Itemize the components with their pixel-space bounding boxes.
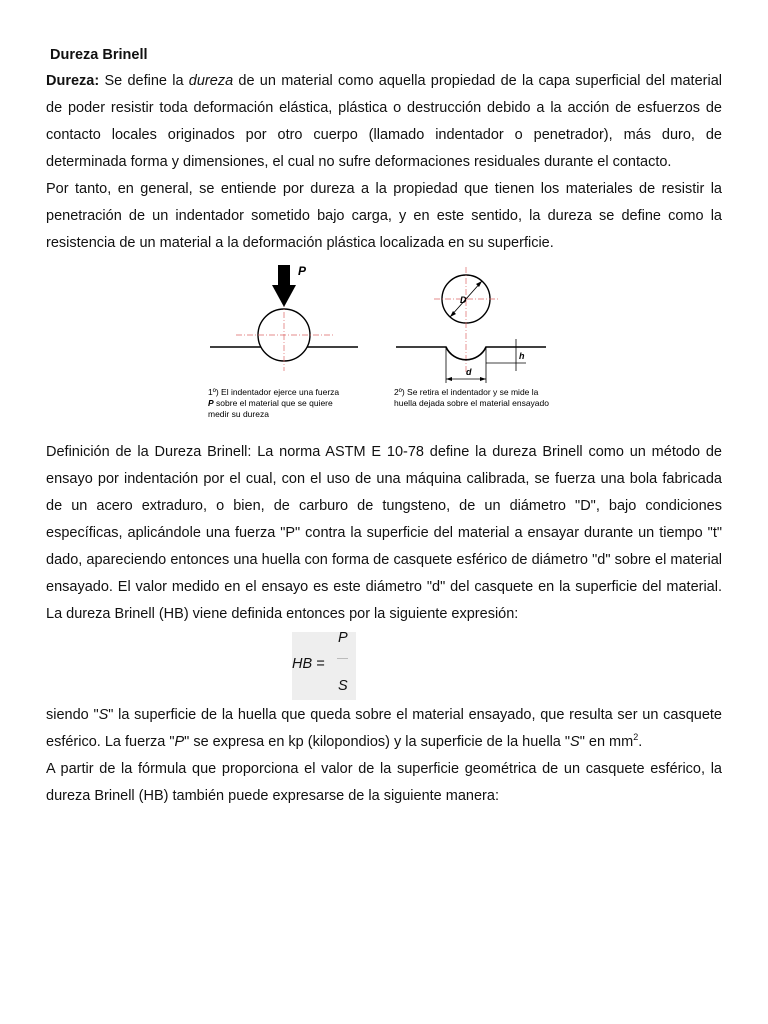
label-D: D bbox=[460, 295, 467, 305]
text: siendo " bbox=[46, 707, 99, 723]
formula-denominator: S bbox=[338, 678, 348, 694]
italic-term: dureza bbox=[188, 73, 234, 89]
caption-text: sobre el material que se quiere bbox=[213, 398, 333, 408]
text: de un material como aquella propiedad de la capa superficial del material de poder resistir toda deformación elástica, plástica o destrucción debido a la acción de esfuerzos de contacto locales originados por otro cuerpo (llamado indentador o penetrador), más duro, de determinada forma y dimensiones, el cual no sufre deformaciones residuales durante el contacto. bbox=[46, 73, 722, 170]
caption-2-line-1: 2º) Se retira el indentador y se mide la bbox=[394, 387, 539, 397]
brinell-diagram bbox=[46, 261, 722, 439]
fraction-bar bbox=[337, 658, 348, 659]
text: " la superficie de la huella que queda sobre el material ensayado, que resulta ser un casquete esférico. La fuerza " bbox=[46, 707, 722, 750]
paragraph-units bbox=[46, 702, 722, 756]
caption-1-line-2 bbox=[208, 398, 333, 408]
text: . bbox=[638, 734, 643, 750]
text: " se expresa en kp (kilopondios) y la superficie de la huella " bbox=[184, 734, 571, 750]
paragraph-definition bbox=[46, 68, 722, 176]
symbol-S: S bbox=[98, 707, 109, 723]
diagram-svg bbox=[46, 261, 722, 439]
formula-lhs: HB = bbox=[292, 656, 325, 672]
document-page bbox=[46, 44, 722, 810]
caption-P: P bbox=[208, 398, 214, 408]
indent-step-2 bbox=[396, 267, 546, 383]
label-d: d bbox=[466, 367, 472, 377]
caption-1-line-3: medir su dureza bbox=[208, 409, 269, 419]
paragraph-general: Por tanto, en general, se entiende por dureza a la propiedad que tienen los materiales de resistir la penetración de un indentador sometido bajo carga, y en este sentido, la dureza se define como la resistencia de un material a la deformación plástica localizada en su superficie. bbox=[46, 181, 722, 251]
label-h: h bbox=[519, 351, 525, 361]
caption-2-line-2: huella dejada sobre el material ensayado bbox=[394, 398, 549, 408]
indenter-step-1 bbox=[210, 265, 358, 371]
superscript: 2 bbox=[633, 732, 639, 743]
formula-numerator: P bbox=[338, 630, 348, 646]
caption-1-line-1: 1º) El indentador ejerce una fuerza bbox=[208, 387, 340, 397]
formula-hb bbox=[46, 630, 722, 702]
text: Se define la bbox=[99, 73, 189, 89]
symbol-P: P bbox=[174, 734, 185, 750]
paragraph-astm-definition: Definición de la Dureza Brinell: La norma ASTM E 10-78 define la dureza Brinell como un método de ensayo por indentación por el cual, con el uso de una máquina calibrada, se fuerza una bola fabricada de un acero extraduro, o bien, de carburo de tungsteno, de un diámetro "D", bajo condiciones específicas, aplicándole una fuerza "P" contra la superficie del material a ensayar durante un tiempo "t" dado, apareciendo entonces una huella con forma de casquete esférico de diámetro "d" sobre el material ensayado. El valor medido en el ensayo es este diámetro "d" del casquete en la superficie del material. La dureza Brinell (HB) viene definida entonces por la siguiente expresión: bbox=[46, 444, 722, 622]
symbol-S: S bbox=[570, 734, 580, 750]
doc-title: Dureza Brinell bbox=[50, 47, 148, 63]
term-dureza: Dureza: bbox=[46, 73, 100, 89]
paragraph-formula-intro: A partir de la fórmula que proporciona el valor de la superficie geométrica de un casquete esférico, la dureza Brinell (HB) también puede expresarse de la siguiente manera: bbox=[46, 761, 722, 804]
text: " en mm bbox=[579, 734, 634, 750]
label-P: P bbox=[298, 264, 307, 278]
